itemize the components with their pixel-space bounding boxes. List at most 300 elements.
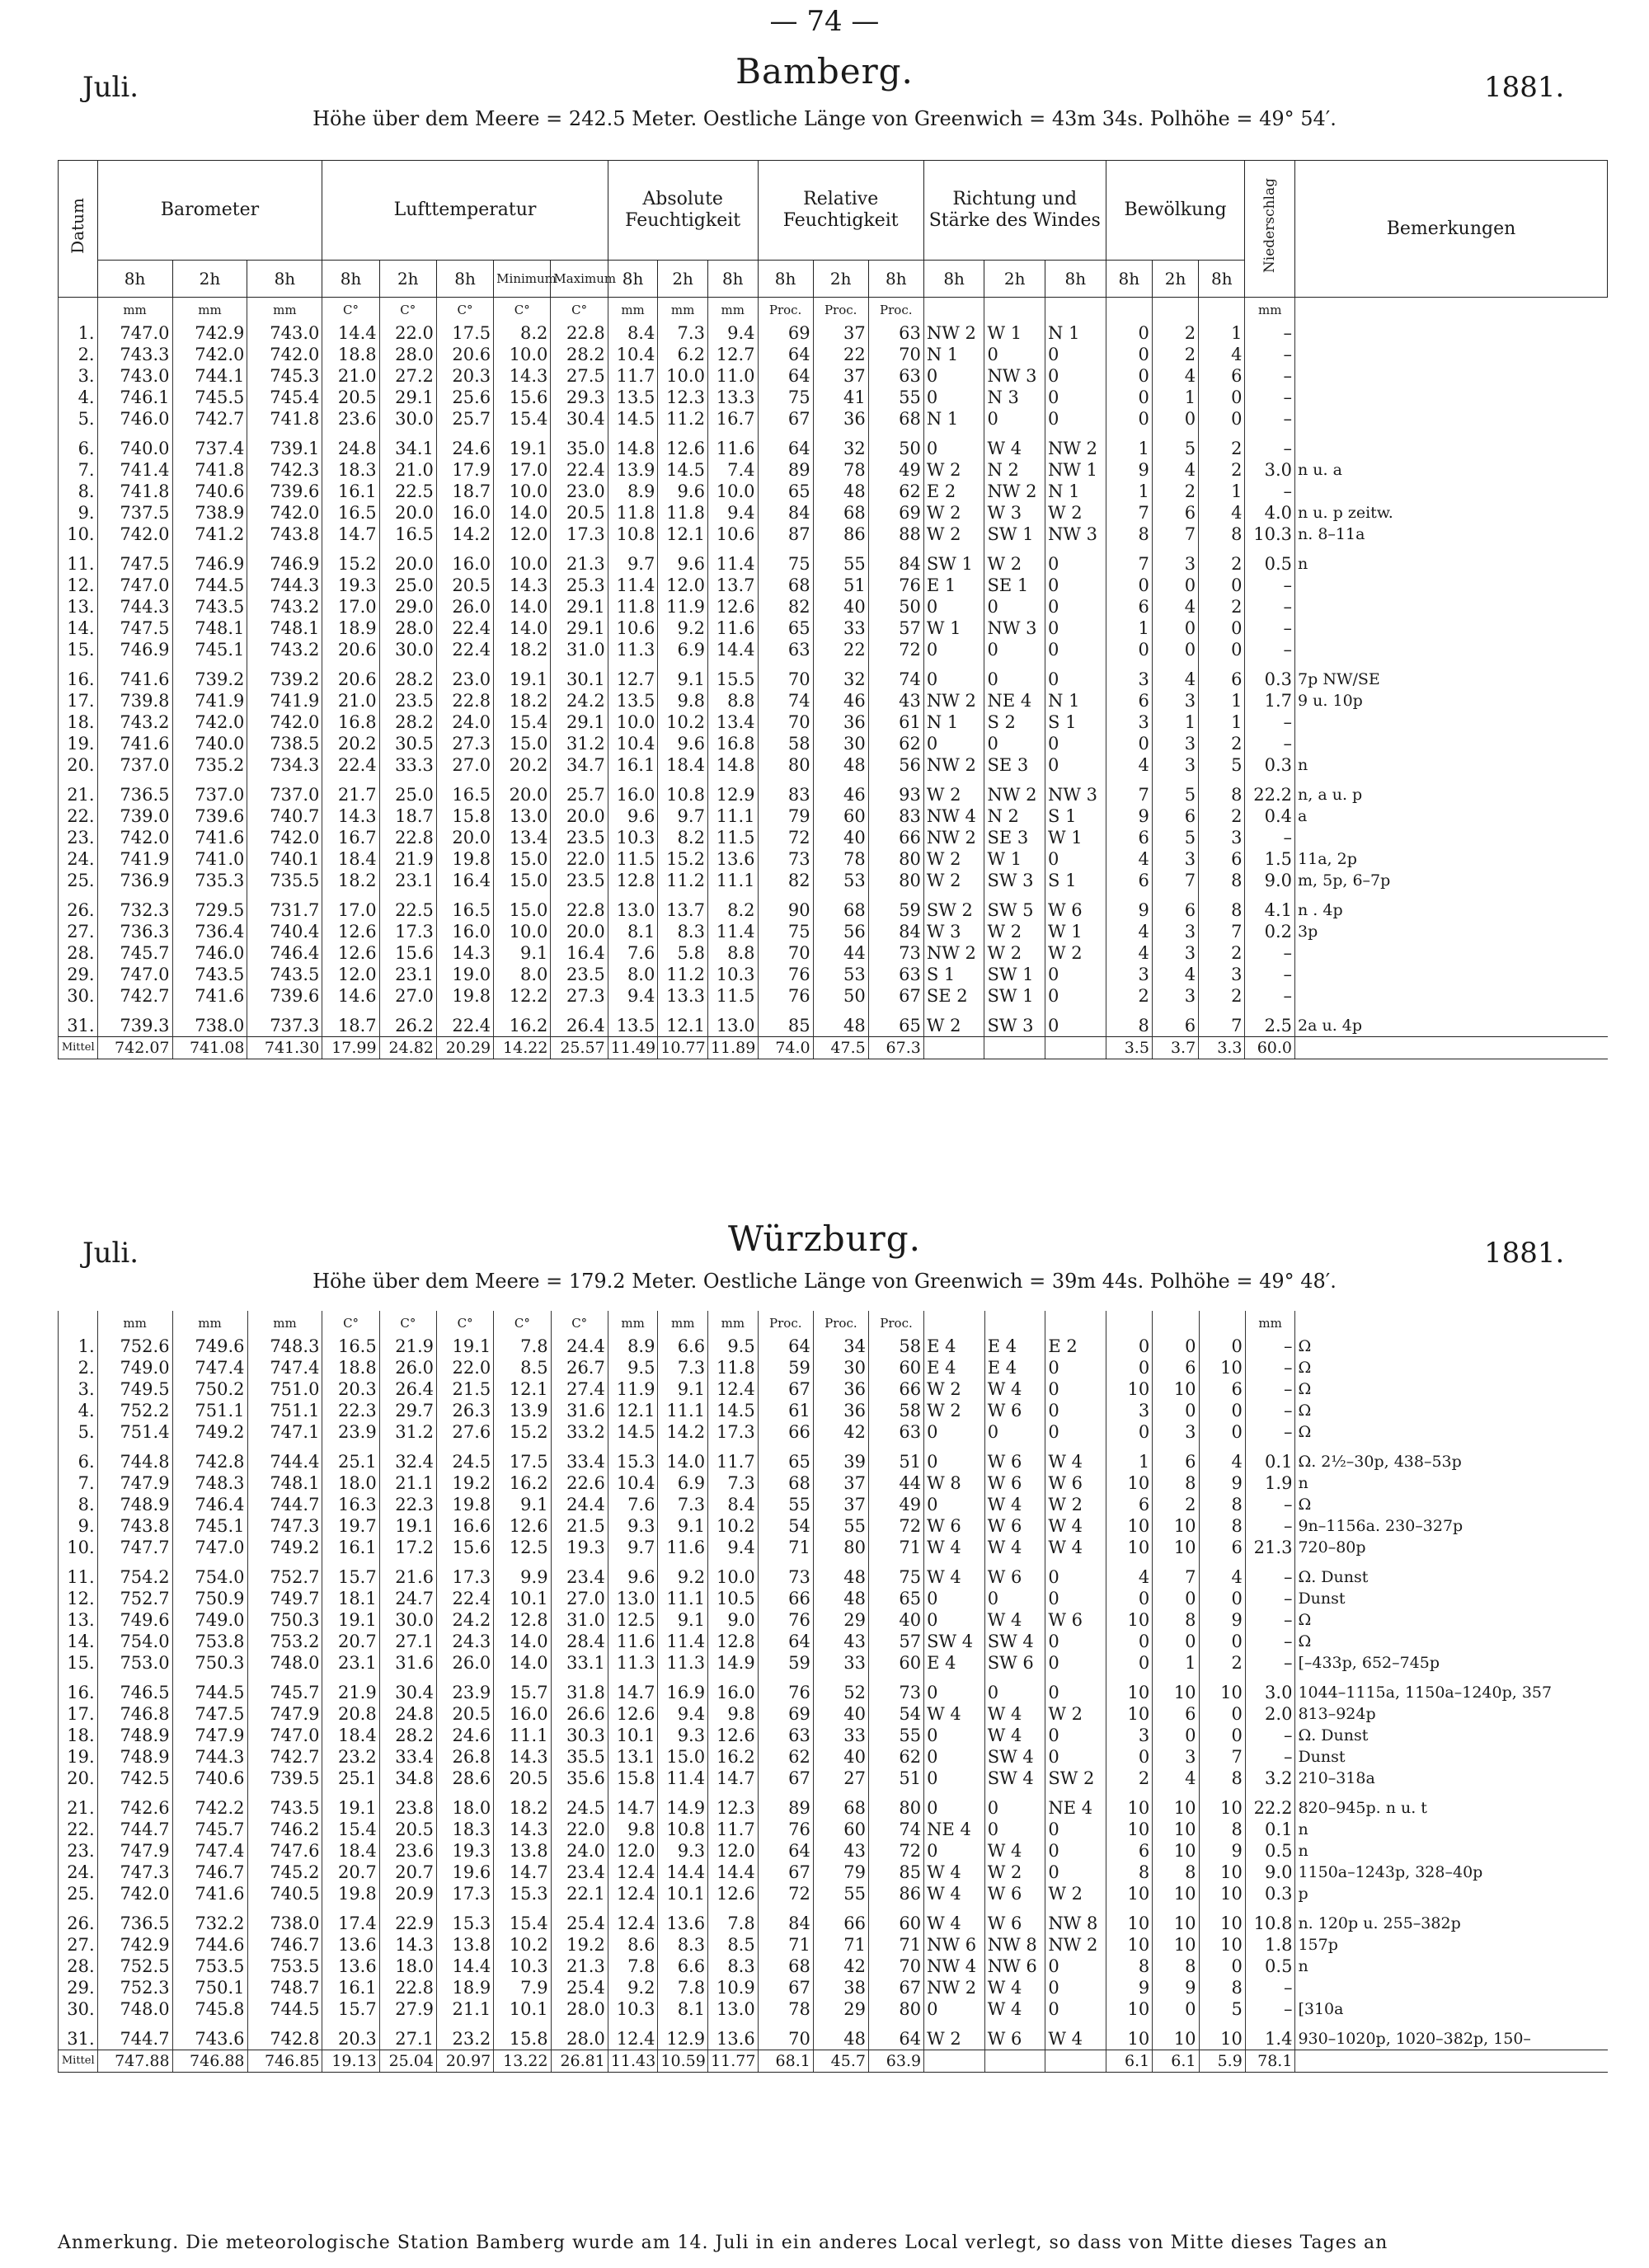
unit-label: mm bbox=[172, 298, 247, 323]
value-cell: 2 bbox=[1152, 481, 1198, 502]
value-cell: 24.2 bbox=[437, 1609, 494, 1631]
value-cell: 742.0 bbox=[172, 344, 247, 365]
value-cell: 12.4 bbox=[608, 2028, 658, 2050]
value-cell: 10 bbox=[1153, 2028, 1199, 2050]
station-title: Bamberg. bbox=[735, 51, 914, 92]
value-cell: 740.5 bbox=[247, 1883, 322, 1904]
value-cell: 6 bbox=[1199, 848, 1245, 870]
value-cell: 10.6 bbox=[707, 524, 758, 545]
date-cell: 11. bbox=[59, 1566, 98, 1588]
value-cell: 739.5 bbox=[247, 1768, 322, 1789]
value-cell: 740.7 bbox=[247, 805, 322, 827]
value-cell: 18.2 bbox=[494, 1797, 551, 1819]
table-row bbox=[59, 899, 1608, 921]
value-cell: 63 bbox=[868, 964, 923, 985]
value-cell: 29.1 bbox=[379, 387, 436, 408]
value-cell: 744.6 bbox=[172, 1934, 247, 1956]
value-cell: 24.8 bbox=[322, 438, 379, 459]
value-cell: 4 bbox=[1199, 1451, 1245, 1472]
value-cell: 20.6 bbox=[436, 344, 493, 365]
value-cell: 15.5 bbox=[707, 669, 758, 690]
value-cell: 0 bbox=[1045, 1631, 1106, 1652]
value-cell: W 2 bbox=[923, 1015, 984, 1037]
sub-header: 8h bbox=[97, 261, 172, 298]
value-cell: N 2 bbox=[984, 459, 1045, 481]
date-cell: 3. bbox=[59, 365, 98, 387]
value-cell: 19.3 bbox=[437, 1840, 494, 1862]
value-cell: 18.8 bbox=[322, 344, 379, 365]
value-cell: 3 bbox=[1152, 553, 1198, 575]
value-cell: 36 bbox=[813, 1400, 868, 1421]
value-cell: 10.3 bbox=[1245, 524, 1295, 545]
value-cell: 10 bbox=[1153, 1515, 1199, 1537]
value-cell: 21.7 bbox=[322, 784, 379, 805]
unit-label: Proc. bbox=[813, 1311, 868, 1336]
value-cell: SW 2 bbox=[923, 899, 984, 921]
value-cell: SW 3 bbox=[984, 1015, 1045, 1037]
value-cell: 9.6 bbox=[658, 733, 708, 754]
value-cell: W 4 bbox=[984, 1977, 1045, 1998]
date-cell: 6. bbox=[59, 1451, 98, 1472]
value-cell: 9.4 bbox=[708, 1537, 759, 1558]
value-cell: 739.6 bbox=[172, 805, 247, 827]
date-cell: 17. bbox=[59, 1703, 98, 1725]
value-cell: 14.0 bbox=[658, 1451, 708, 1472]
value-cell: – bbox=[1245, 481, 1295, 502]
value-cell: E 4 bbox=[924, 1357, 985, 1378]
remark-cell: n bbox=[1295, 1819, 1608, 1840]
date-cell: 26. bbox=[59, 1913, 98, 1934]
value-cell: NE 4 bbox=[1045, 1797, 1106, 1819]
value-cell: 6 bbox=[1106, 596, 1152, 617]
value-cell: 747.9 bbox=[247, 1703, 322, 1725]
value-cell: 739.0 bbox=[97, 805, 172, 827]
value-cell: 0 bbox=[923, 639, 984, 660]
value-cell: 752.6 bbox=[97, 1336, 172, 1357]
value-cell: 10.8 bbox=[1245, 1913, 1295, 1934]
date-cell: 21. bbox=[59, 1797, 98, 1819]
value-cell: 744.3 bbox=[247, 575, 322, 596]
remark-cell: Ω. Dunst bbox=[1295, 1566, 1608, 1588]
value-cell: 20.3 bbox=[322, 1378, 379, 1400]
value-cell: 30 bbox=[813, 1357, 868, 1378]
value-cell: 0 bbox=[1045, 596, 1106, 617]
value-cell: 7.8 bbox=[708, 1913, 759, 1934]
value-cell: 62 bbox=[868, 481, 923, 502]
value-cell: 58 bbox=[868, 1336, 923, 1357]
remark-cell bbox=[1295, 617, 1608, 639]
value-cell: 21.0 bbox=[322, 690, 379, 711]
value-cell: 33 bbox=[813, 1725, 868, 1746]
value-cell: 48 bbox=[813, 481, 868, 502]
remark-cell: [–433p, 652–745p bbox=[1295, 1652, 1608, 1674]
value-cell: W 4 bbox=[1045, 2028, 1106, 2050]
value-cell: 9.5 bbox=[708, 1336, 759, 1357]
value-cell: 8 bbox=[1153, 1862, 1199, 1883]
value-cell: 76 bbox=[758, 985, 813, 1007]
value-cell: 9 bbox=[1106, 805, 1152, 827]
value-cell: 44 bbox=[813, 942, 868, 964]
value-cell: 9.8 bbox=[608, 1819, 658, 1840]
value-cell: 13.6 bbox=[322, 1956, 379, 1977]
value-cell: 9.3 bbox=[658, 1840, 708, 1862]
value-cell: 0.2 bbox=[1245, 921, 1295, 942]
value-cell: W 6 bbox=[1045, 1609, 1106, 1631]
value-cell: 751.1 bbox=[247, 1400, 322, 1421]
value-cell: NW 2 bbox=[1045, 438, 1106, 459]
value-cell: 8.4 bbox=[608, 322, 658, 344]
year-label: 1881. bbox=[1484, 1237, 1565, 1270]
value-cell: 31.0 bbox=[551, 1609, 608, 1631]
value-cell: 13.6 bbox=[707, 848, 758, 870]
value-cell: 62 bbox=[868, 1746, 923, 1768]
value-cell: 7.9 bbox=[494, 1977, 551, 1998]
value-cell: 10 bbox=[1106, 1609, 1152, 1631]
value-cell: 9 bbox=[1199, 1840, 1245, 1862]
value-cell bbox=[924, 2050, 985, 2073]
value-cell: 0 bbox=[1045, 575, 1106, 596]
value-cell: 69 bbox=[868, 502, 923, 524]
value-cell: – bbox=[1245, 322, 1295, 344]
value-cell: 9.3 bbox=[608, 1515, 658, 1537]
value-cell: 5.9 bbox=[1199, 2050, 1245, 2073]
value-cell: 11.89 bbox=[707, 1037, 758, 1059]
value-cell: 3 bbox=[1152, 985, 1198, 1007]
value-cell: 12.0 bbox=[708, 1840, 759, 1862]
remark-cell bbox=[1295, 344, 1608, 365]
remark-cell: n bbox=[1295, 553, 1608, 575]
value-cell: 10 bbox=[1106, 2028, 1152, 2050]
value-cell: 743.5 bbox=[247, 964, 322, 985]
value-cell: 22 bbox=[813, 344, 868, 365]
value-cell: 14.7 bbox=[708, 1768, 759, 1789]
value-cell: 4 bbox=[1106, 848, 1152, 870]
value-cell: 8 bbox=[1199, 1494, 1245, 1515]
value-cell: 23.6 bbox=[379, 1840, 436, 1862]
value-cell: 0.1 bbox=[1245, 1451, 1295, 1472]
value-cell: 11.3 bbox=[658, 1652, 708, 1674]
value-cell: 43 bbox=[813, 1631, 868, 1652]
value-cell: 2 bbox=[1199, 805, 1245, 827]
value-cell: 66 bbox=[758, 1421, 813, 1443]
remark-cell: Ω bbox=[1295, 1609, 1608, 1631]
value-cell: 8 bbox=[1199, 870, 1245, 891]
col-header-datum: Datum bbox=[59, 161, 98, 298]
table-row bbox=[59, 459, 1608, 481]
value-cell: 2 bbox=[1199, 459, 1245, 481]
value-cell: 3 bbox=[1152, 690, 1198, 711]
value-cell: 741.9 bbox=[247, 690, 322, 711]
value-cell: 76 bbox=[758, 1682, 813, 1703]
value-cell: 9.4 bbox=[707, 502, 758, 524]
value-cell: 10 bbox=[1153, 1913, 1199, 1934]
date-cell: 1. bbox=[59, 322, 98, 344]
value-cell: 13.3 bbox=[658, 985, 708, 1007]
value-cell: 744.7 bbox=[97, 1819, 172, 1840]
value-cell: 70 bbox=[758, 942, 813, 964]
value-cell: 34 bbox=[813, 1336, 868, 1357]
value-cell: SW 1 bbox=[984, 964, 1045, 985]
value-cell: 737.0 bbox=[172, 784, 247, 805]
value-cell: 31.6 bbox=[551, 1400, 608, 1421]
value-cell: 23.2 bbox=[437, 2028, 494, 2050]
value-cell: – bbox=[1245, 711, 1295, 733]
value-cell: 15.2 bbox=[658, 848, 708, 870]
value-cell: 82 bbox=[758, 596, 813, 617]
value-cell: 15.4 bbox=[322, 1819, 379, 1840]
value-cell: 11.1 bbox=[658, 1588, 708, 1609]
value-cell: 9.1 bbox=[658, 669, 708, 690]
value-cell: 742.0 bbox=[247, 502, 322, 524]
value-cell: 0 bbox=[924, 1588, 985, 1609]
value-cell: 740.4 bbox=[247, 921, 322, 942]
value-cell: 16.5 bbox=[322, 1336, 379, 1357]
value-cell: 75 bbox=[868, 1566, 923, 1588]
value-cell: SW 4 bbox=[984, 1631, 1045, 1652]
value-cell: 21.5 bbox=[551, 1515, 608, 1537]
value-cell: 0 bbox=[1199, 387, 1245, 408]
remark-cell: 157p bbox=[1295, 1934, 1608, 1956]
value-cell: 17.5 bbox=[494, 1451, 551, 1472]
value-cell: 27.2 bbox=[379, 365, 436, 387]
value-cell: 14.8 bbox=[608, 438, 658, 459]
table-row bbox=[59, 921, 1608, 942]
value-cell: 19.3 bbox=[322, 575, 379, 596]
value-cell: 68 bbox=[758, 575, 813, 596]
unit-label: C° bbox=[437, 1311, 494, 1336]
date-cell: 7. bbox=[59, 1472, 98, 1494]
value-cell: 18.0 bbox=[379, 1956, 436, 1977]
remark-cell: 1044–1115a, 1150a–1240p, 357 bbox=[1295, 1682, 1608, 1703]
value-cell: 0 bbox=[1153, 1631, 1199, 1652]
value-cell: 28.2 bbox=[379, 669, 436, 690]
station-title: Würzburg. bbox=[728, 1219, 921, 1259]
value-cell: 744.7 bbox=[247, 1494, 322, 1515]
value-cell: 26.81 bbox=[551, 2050, 608, 2073]
value-cell: 736.4 bbox=[172, 921, 247, 942]
value-cell: 0 bbox=[1199, 617, 1245, 639]
value-cell: 15.3 bbox=[437, 1913, 494, 1934]
value-cell: 0 bbox=[984, 344, 1045, 365]
value-cell: 12.9 bbox=[707, 784, 758, 805]
value-cell: 12.6 bbox=[708, 1883, 759, 1904]
value-cell: 3 bbox=[1152, 848, 1198, 870]
value-cell: 24.5 bbox=[551, 1797, 608, 1819]
value-cell: 3.0 bbox=[1245, 459, 1295, 481]
value-cell: 0 bbox=[1045, 848, 1106, 870]
value-cell: 0 bbox=[1106, 1588, 1152, 1609]
value-cell: 9.4 bbox=[658, 1703, 708, 1725]
value-cell: 26.2 bbox=[379, 1015, 436, 1037]
value-cell: 6 bbox=[1152, 1015, 1198, 1037]
sub-header: Minimum bbox=[494, 261, 551, 298]
value-cell: 19.2 bbox=[437, 1472, 494, 1494]
value-cell: 746.8 bbox=[97, 1703, 172, 1725]
value-cell: 4 bbox=[1152, 365, 1198, 387]
value-cell: 19.2 bbox=[551, 1934, 608, 1956]
value-cell: – bbox=[1245, 408, 1295, 430]
value-cell: W 4 bbox=[984, 438, 1045, 459]
value-cell: 18.7 bbox=[322, 1015, 379, 1037]
date-cell: 9. bbox=[59, 502, 98, 524]
value-cell: 14.22 bbox=[494, 1037, 551, 1059]
value-cell: 14.5 bbox=[708, 1400, 759, 1421]
date-cell: 10. bbox=[59, 524, 98, 545]
value-cell: SE 2 bbox=[923, 985, 984, 1007]
value-cell: 741.2 bbox=[172, 524, 247, 545]
value-cell: 10.2 bbox=[708, 1515, 759, 1537]
value-cell: 79 bbox=[758, 805, 813, 827]
value-cell: 0 bbox=[984, 669, 1045, 690]
value-cell: 743.8 bbox=[97, 1515, 172, 1537]
value-cell: 23.6 bbox=[322, 408, 379, 430]
value-cell: 10.77 bbox=[658, 1037, 708, 1059]
value-cell: 14.3 bbox=[322, 805, 379, 827]
value-cell: 65 bbox=[758, 617, 813, 639]
date-cell: 13. bbox=[59, 596, 98, 617]
value-cell: 745.2 bbox=[247, 1862, 322, 1883]
value-cell: 17.4 bbox=[322, 1913, 379, 1934]
value-cell: 65 bbox=[868, 1588, 923, 1609]
value-cell: 746.1 bbox=[97, 387, 172, 408]
value-cell: 28.4 bbox=[551, 1631, 608, 1652]
value-cell: 13.9 bbox=[608, 459, 658, 481]
table-row bbox=[59, 690, 1608, 711]
value-cell: 0 bbox=[1199, 639, 1245, 660]
value-cell: 0 bbox=[923, 438, 984, 459]
value-cell: 0 bbox=[1045, 365, 1106, 387]
unit-label bbox=[924, 1311, 985, 1336]
date-cell: 18. bbox=[59, 711, 98, 733]
value-cell: W 6 bbox=[1045, 1472, 1106, 1494]
value-cell: 0 bbox=[1106, 1336, 1152, 1357]
value-cell: 740.0 bbox=[97, 438, 172, 459]
value-cell: 25.1 bbox=[322, 1768, 379, 1789]
value-cell: 731.7 bbox=[247, 899, 322, 921]
value-cell: 40 bbox=[813, 596, 868, 617]
value-cell: 15.8 bbox=[608, 1768, 658, 1789]
value-cell: W 2 bbox=[1045, 942, 1106, 964]
value-cell: 743.6 bbox=[172, 2028, 247, 2050]
value-cell: 0 bbox=[1045, 1378, 1106, 1400]
value-cell: 12.8 bbox=[608, 870, 658, 891]
value-cell: 741.8 bbox=[172, 459, 247, 481]
value-cell: 0 bbox=[924, 1421, 985, 1443]
value-cell: 68 bbox=[813, 502, 868, 524]
value-cell: 0 bbox=[1045, 1421, 1106, 1443]
value-cell: 742.9 bbox=[97, 1934, 172, 1956]
value-cell: 9.0 bbox=[708, 1609, 759, 1631]
value-cell: 748.9 bbox=[97, 1746, 172, 1768]
value-cell: 60.0 bbox=[1245, 1037, 1295, 1059]
date-cell: 22. bbox=[59, 805, 98, 827]
value-cell: 737.0 bbox=[247, 784, 322, 805]
value-cell: W 4 bbox=[984, 1609, 1045, 1631]
value-cell: 2.5 bbox=[1245, 1015, 1295, 1037]
value-cell: 21.0 bbox=[322, 365, 379, 387]
value-cell: 734.3 bbox=[247, 754, 322, 776]
value-cell: 86 bbox=[813, 524, 868, 545]
value-cell: 6 bbox=[1106, 870, 1152, 891]
value-cell: 22.3 bbox=[379, 1494, 436, 1515]
value-cell: 20.0 bbox=[436, 827, 493, 848]
value-cell: 2 bbox=[1106, 985, 1152, 1007]
value-cell: 0 bbox=[923, 387, 984, 408]
value-cell: 5.8 bbox=[658, 942, 708, 964]
value-cell: 55 bbox=[813, 1515, 868, 1537]
value-cell: N 2 bbox=[984, 805, 1045, 827]
value-cell: 23.9 bbox=[322, 1421, 379, 1443]
value-cell: 15.0 bbox=[658, 1746, 708, 1768]
value-cell: – bbox=[1245, 985, 1295, 1007]
value-cell: 21.3 bbox=[551, 553, 608, 575]
value-cell: 747.6 bbox=[247, 1840, 322, 1862]
value-cell: 0 bbox=[923, 733, 984, 754]
value-cell: 747.0 bbox=[247, 1725, 322, 1746]
date-cell: 19. bbox=[59, 733, 98, 754]
unit-label: mm bbox=[608, 298, 658, 323]
value-cell: 22.2 bbox=[1245, 1797, 1295, 1819]
value-cell: 25.3 bbox=[551, 575, 608, 596]
value-cell: 68 bbox=[813, 899, 868, 921]
value-cell: 64 bbox=[758, 344, 813, 365]
value-cell: 28.0 bbox=[379, 617, 436, 639]
value-cell: 739.8 bbox=[97, 690, 172, 711]
value-cell: 12.3 bbox=[658, 387, 708, 408]
date-cell: 29. bbox=[59, 964, 98, 985]
table-row bbox=[59, 408, 1608, 430]
value-cell: 72 bbox=[758, 1883, 813, 1904]
value-cell: 68 bbox=[758, 1956, 813, 1977]
value-cell: 40 bbox=[813, 1703, 868, 1725]
remark-cell: n bbox=[1295, 1472, 1608, 1494]
remark-cell: Ω bbox=[1295, 1357, 1608, 1378]
value-cell: 11.5 bbox=[707, 827, 758, 848]
value-cell: 8.0 bbox=[494, 964, 551, 985]
value-cell: 35.6 bbox=[551, 1768, 608, 1789]
table-row bbox=[59, 711, 1608, 733]
value-cell: NW 3 bbox=[1045, 784, 1106, 805]
value-cell: W 6 bbox=[984, 2028, 1045, 2050]
value-cell: 736.3 bbox=[97, 921, 172, 942]
value-cell: W 3 bbox=[923, 921, 984, 942]
value-cell: 6 bbox=[1153, 1703, 1199, 1725]
value-cell: 10.0 bbox=[658, 365, 708, 387]
value-cell: 10 bbox=[1153, 1934, 1199, 1956]
value-cell: 80 bbox=[813, 1537, 868, 1558]
value-cell: 12.6 bbox=[494, 1515, 551, 1537]
unit-label bbox=[1153, 1311, 1199, 1336]
value-cell: 56 bbox=[868, 754, 923, 776]
value-cell: 23.0 bbox=[551, 481, 608, 502]
value-cell: W 8 bbox=[924, 1472, 985, 1494]
mean-row bbox=[59, 1037, 1608, 1059]
value-cell: 24.4 bbox=[551, 1494, 608, 1515]
table-row bbox=[59, 344, 1608, 365]
value-cell: 1 bbox=[1106, 1451, 1152, 1472]
value-cell: NW 8 bbox=[1045, 1913, 1106, 1934]
value-cell: 17.0 bbox=[322, 596, 379, 617]
sub-header: 2h bbox=[658, 261, 708, 298]
value-cell: 0.5 bbox=[1245, 1840, 1295, 1862]
value-cell: 15.8 bbox=[436, 805, 493, 827]
value-cell: 11.1 bbox=[707, 805, 758, 827]
value-cell: W 4 bbox=[984, 1840, 1045, 1862]
value-cell: 0 bbox=[924, 1998, 985, 2020]
value-cell: 8 bbox=[1199, 1768, 1245, 1789]
value-cell: 64 bbox=[758, 438, 813, 459]
value-cell: W 6 bbox=[1045, 899, 1106, 921]
